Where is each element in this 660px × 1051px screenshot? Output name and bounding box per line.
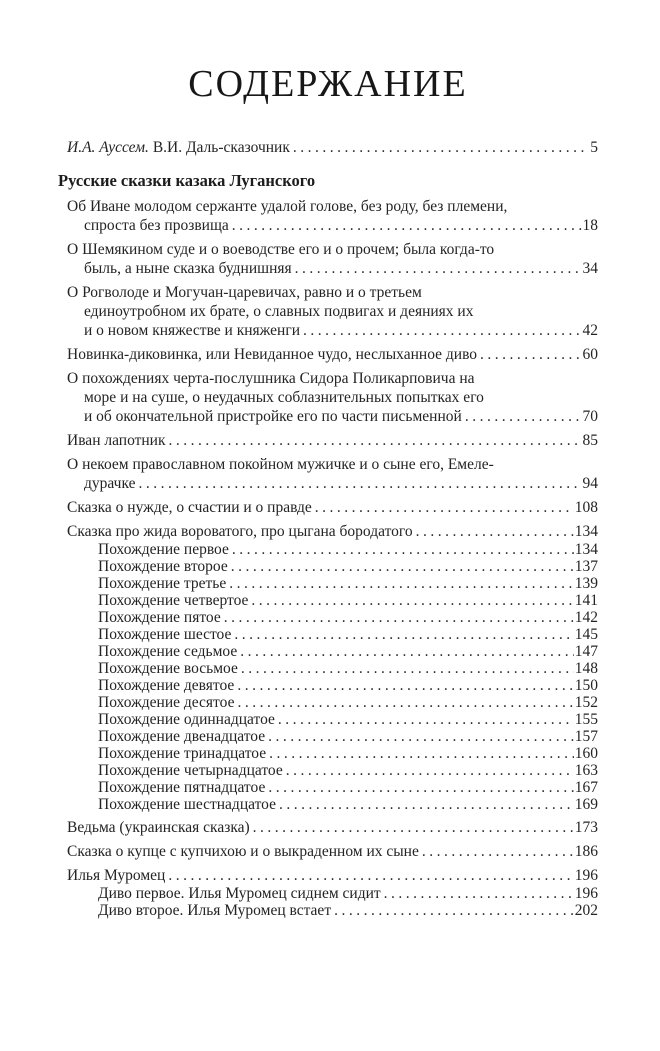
toc-line <box>67 302 598 321</box>
dot-leader <box>229 575 574 592</box>
dot-leader <box>234 626 573 643</box>
dot-leader <box>253 818 574 837</box>
dot-leader <box>303 321 581 340</box>
page-number: 142 <box>574 608 598 626</box>
entry-title: Похождение шестнадцатое <box>98 795 276 813</box>
entry-title: Новинка-диковинка, или Невиданное чудо, неслыханное диво <box>67 345 478 363</box>
toc-entry <box>58 455 598 493</box>
toc-line <box>98 643 598 660</box>
entry-title: дурачке <box>84 474 136 492</box>
toc-line <box>67 498 598 517</box>
dot-leader <box>268 779 573 796</box>
dot-leader <box>169 431 582 450</box>
page-number: 157 <box>574 727 598 745</box>
entry-title: О Шемякином суде и о воеводстве его и о прочем; была когда-то <box>67 240 495 258</box>
page-number: 42 <box>582 321 598 339</box>
toc-line <box>67 321 598 340</box>
dot-leader <box>138 474 581 493</box>
toc-subentry <box>58 728 598 745</box>
page-number: 108 <box>574 498 598 516</box>
toc-entry <box>58 240 598 278</box>
toc-line <box>98 660 598 677</box>
dot-leader <box>384 885 574 902</box>
toc-line <box>67 138 598 157</box>
entry-title: Сказка про жида вороватого, про цыгана бородатого <box>67 522 413 540</box>
toc-entry <box>58 283 598 340</box>
toc-subentry <box>58 779 598 796</box>
entry-title: Похождение десятое <box>98 693 235 711</box>
preface-author: И.А. Ауссем. <box>67 138 149 156</box>
page-title: СОДЕРЖАНИЕ <box>188 63 468 105</box>
page-number: 18 <box>582 216 598 234</box>
toc-line <box>67 455 598 474</box>
page-number: 141 <box>574 591 598 609</box>
page-number: 5 <box>590 138 598 156</box>
page-number: 60 <box>582 345 598 363</box>
toc-line <box>98 728 598 745</box>
section-heading: Русские сказки казака Луганского <box>58 170 316 190</box>
toc-entry <box>58 431 598 450</box>
entry-title: О некоем православном покойном мужичке и о сыне его, Емеле- <box>67 455 494 473</box>
entry-title: Похождение первое <box>98 540 229 558</box>
table-of-contents <box>58 138 598 919</box>
toc-line <box>98 762 598 779</box>
toc-entry <box>58 197 598 235</box>
toc-line <box>67 431 598 450</box>
toc-subentry <box>58 711 598 728</box>
toc-line <box>98 745 598 762</box>
entry-title: Иван лапотник <box>67 431 166 449</box>
toc-line <box>98 779 598 796</box>
toc-line <box>98 885 598 902</box>
entry-title <box>67 138 290 157</box>
entry-title: единоутробном их брате, о славных подвигах и деяниях их <box>84 302 474 320</box>
dot-leader <box>295 259 582 278</box>
toc-line <box>67 197 598 216</box>
entry-title: море и на суше, о неудачных соблазнительных попытках его <box>84 388 484 406</box>
book-page <box>0 62 660 1051</box>
page-number: 152 <box>574 693 598 711</box>
page-number: 173 <box>574 818 598 836</box>
page-number: 202 <box>574 901 598 919</box>
toc-subentry <box>58 575 598 592</box>
toc-subentry <box>58 609 598 626</box>
entry-title: Илья Муромец <box>67 866 166 884</box>
page-number: 70 <box>582 407 598 425</box>
toc-line <box>67 522 598 541</box>
dot-leader <box>241 660 574 677</box>
toc-subentry <box>58 762 598 779</box>
page-number: 137 <box>574 557 598 575</box>
dot-leader <box>465 407 582 426</box>
toc-line <box>67 842 598 861</box>
entry-title: О Рогволоде и Могучан-царевичах, равно и о третьем <box>67 283 422 301</box>
toc-subentry <box>58 885 598 902</box>
page-number: 196 <box>574 866 598 884</box>
page-number: 148 <box>574 659 598 677</box>
page-number: 85 <box>582 431 598 449</box>
entry-title: быль, а ныне сказка буднишняя <box>84 259 292 277</box>
dot-leader <box>422 842 574 861</box>
toc-entry <box>58 818 598 837</box>
entry-title: Об Иване молодом сержанте удалой голове, без роду, без племени, <box>67 197 508 215</box>
entry-title: Похождение седьмое <box>98 642 238 660</box>
entry-title: Похождение девятое <box>98 676 235 694</box>
page-number: 169 <box>574 795 598 813</box>
toc-line <box>67 407 598 426</box>
toc-subentry <box>58 626 598 643</box>
toc-line <box>98 609 598 626</box>
entry-title: Похождение тринадцатое <box>98 744 267 762</box>
toc-line <box>67 240 598 259</box>
toc-subentry <box>58 902 598 919</box>
dot-leader <box>231 558 574 575</box>
toc-line <box>67 283 598 302</box>
page-number: 167 <box>574 778 598 796</box>
toc-line <box>67 474 598 493</box>
entry-title: Ведьма (украинская сказка) <box>67 818 250 836</box>
dot-leader <box>168 866 573 885</box>
dot-leader <box>315 498 574 517</box>
toc-line <box>67 259 598 278</box>
toc-subentry <box>58 643 598 660</box>
entry-title: О похождениях черта-послушника Сидора Поликарповича на <box>67 369 475 387</box>
dot-leader <box>278 711 574 728</box>
page-number: 160 <box>574 744 598 762</box>
toc-entries <box>58 197 598 919</box>
entry-title: Похождение двенадцатое <box>98 727 266 745</box>
toc-line <box>67 216 598 235</box>
toc-entry-preface <box>58 138 598 157</box>
toc-subentry <box>58 694 598 711</box>
toc-subentry <box>58 541 598 558</box>
toc-line <box>98 575 598 592</box>
dot-leader <box>286 762 574 779</box>
preface-article-title: В.И. Даль-сказочник <box>152 138 290 156</box>
entry-title: Похождение шестое <box>98 625 232 643</box>
toc-line <box>98 592 598 609</box>
toc-line <box>98 541 598 558</box>
entry-title: Похождение третье <box>98 574 227 592</box>
dot-leader <box>251 592 573 609</box>
entry-title: и об окончательной пристройке его по части письменной <box>84 407 462 425</box>
page-number: 150 <box>574 676 598 694</box>
entry-title: Похождение четырнадцатое <box>98 761 283 779</box>
toc-line <box>98 902 598 919</box>
toc-line <box>98 796 598 813</box>
dot-leader <box>237 694 573 711</box>
entry-title: Диво второе. Илья Муромец встает <box>98 901 332 919</box>
entry-title: Сказка о купце с купчихою и о выкраденном их сыне <box>67 842 419 860</box>
toc-entry <box>58 369 598 426</box>
entry-title: Сказка о нужде, о счастии и о правде <box>67 498 312 516</box>
toc-line <box>98 694 598 711</box>
toc-subentry <box>58 660 598 677</box>
entry-title: и о новом княжестве и княженги <box>84 321 301 339</box>
page-number: 94 <box>582 474 598 492</box>
dot-leader <box>232 541 574 558</box>
toc-subentry <box>58 796 598 813</box>
dot-leader <box>480 345 581 364</box>
toc-line <box>67 866 598 885</box>
page-number: 134 <box>574 540 598 558</box>
toc-subentry <box>58 745 598 762</box>
entry-title: Похождение одиннадцатое <box>98 710 275 728</box>
entry-title: Похождение пятое <box>98 608 221 626</box>
page-number: 139 <box>574 574 598 592</box>
dot-leader <box>279 796 574 813</box>
toc-subentry <box>58 677 598 694</box>
dot-leader <box>269 745 574 762</box>
page-number: 134 <box>574 522 598 540</box>
dot-leader <box>224 609 574 626</box>
page-number: 196 <box>574 884 598 902</box>
page-number: 163 <box>574 761 598 779</box>
toc-subentry <box>58 592 598 609</box>
toc-line <box>98 626 598 643</box>
dot-leader <box>334 902 574 919</box>
page-number: 147 <box>574 642 598 660</box>
toc-entry <box>58 498 598 517</box>
toc-line <box>67 369 598 388</box>
dot-leader <box>240 643 574 660</box>
entry-title: Похождение пятнадцатое <box>98 778 266 796</box>
toc-line <box>98 711 598 728</box>
dot-leader <box>268 728 574 745</box>
dot-leader <box>293 138 589 157</box>
page-number: 145 <box>574 625 598 643</box>
toc-entry <box>58 866 598 885</box>
toc-line <box>67 818 598 837</box>
entry-title: Похождение второе <box>98 557 228 575</box>
dot-leader <box>237 677 573 694</box>
toc-entry <box>58 522 598 541</box>
dot-leader <box>232 216 582 235</box>
toc-line <box>67 388 598 407</box>
toc-line <box>98 558 598 575</box>
entry-title: Похождение четвертое <box>98 591 249 609</box>
toc-line <box>67 345 598 364</box>
page-number: 34 <box>582 259 598 277</box>
toc-line <box>98 677 598 694</box>
toc-subentry <box>58 558 598 575</box>
dot-leader <box>416 522 574 541</box>
toc-entry <box>58 345 598 364</box>
entry-title: спроста без прозвища <box>84 216 229 234</box>
entry-title: Диво первое. Илья Муромец сиднем сидит <box>98 884 381 902</box>
page-number: 186 <box>574 842 598 860</box>
toc-entry <box>58 842 598 861</box>
entry-title: Похождение восьмое <box>98 659 238 677</box>
page-number: 155 <box>574 710 598 728</box>
